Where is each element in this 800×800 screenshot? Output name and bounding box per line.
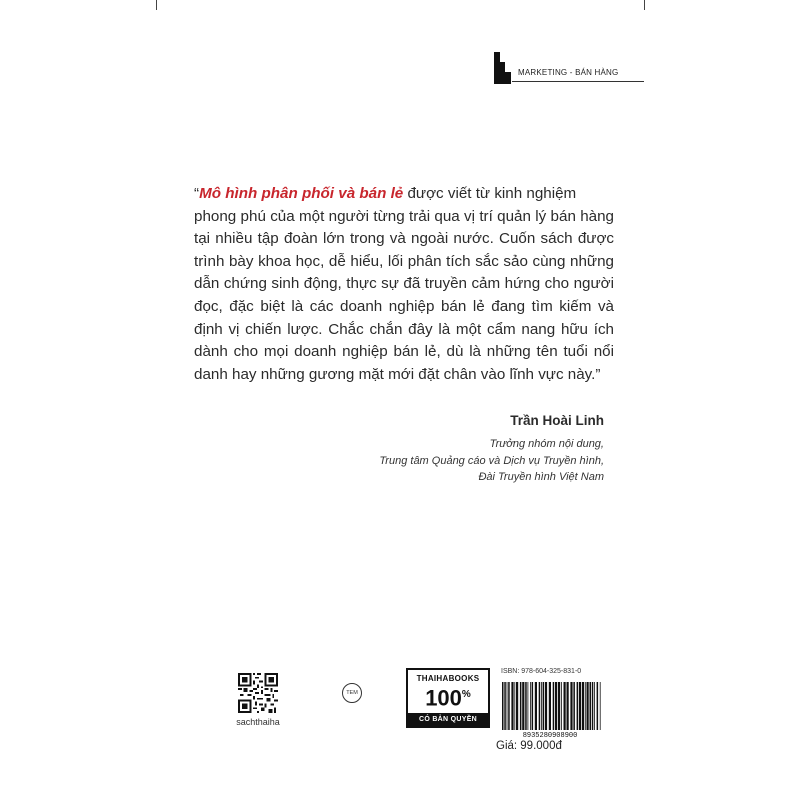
badge-number: 100%	[425, 685, 471, 711]
barcode-bar	[561, 682, 562, 730]
author-roles	[330, 436, 604, 486]
barcode-bar	[600, 682, 601, 730]
barcode-bar	[507, 682, 508, 730]
quote-line: tại nhiều tập đoàn lớn trong và ngoài nước. Cuốn sách được	[194, 230, 614, 248]
author-role: Đài Truyền hình Việt Nam	[478, 471, 604, 483]
barcode-bar	[570, 682, 572, 730]
price-label: Giá: 99.000đ	[496, 740, 562, 752]
book-title: Mô hình phân phối và bán lẻ	[199, 185, 404, 202]
publisher-category: MARKETING - BÁN HÀNG	[518, 68, 619, 77]
barcode-bar	[520, 682, 522, 730]
barcode-bar	[535, 682, 537, 730]
publisher-header	[494, 48, 644, 88]
barcode-digits: 8935280908900	[522, 732, 578, 738]
copyright-badge	[406, 668, 490, 728]
crop-mark-left	[156, 0, 157, 10]
qr-code-icon[interactable]	[238, 673, 278, 713]
badge-brand: THAIHABOOKS	[416, 674, 480, 683]
barcode-bar	[553, 682, 555, 730]
header-divider	[512, 81, 644, 82]
barcode-bar	[590, 682, 592, 730]
barcode	[494, 680, 606, 738]
quote-line: phong phú của một người từng trải qua vị trí quản lý bán hàng	[194, 207, 614, 225]
barcode-bar	[543, 682, 545, 730]
barcode-bar	[532, 682, 534, 730]
barcode-bar	[516, 682, 518, 730]
barcode-bar	[567, 682, 569, 730]
stamp-seal: TEM	[342, 683, 362, 703]
quote-line-last: danh hay những gương mặt mới đặt chân vào lĩnh vực này.”	[194, 365, 601, 383]
barcode-bar	[525, 682, 527, 730]
barcode-bar	[522, 682, 524, 730]
quote-line: trình bày khoa học, dễ hiểu, lối phân tích sắc sảo cùng những	[194, 252, 614, 270]
barcode-bar	[597, 682, 599, 730]
barcode-bar	[539, 682, 541, 730]
barcode-bar	[585, 682, 586, 730]
barcode-bar	[508, 682, 510, 730]
barcode-bar	[549, 682, 551, 730]
barcode-bar	[502, 682, 504, 730]
barcode-bar	[555, 682, 557, 730]
review-quote	[194, 183, 614, 386]
barcode-bar	[528, 682, 529, 730]
barcode-bar	[577, 682, 579, 730]
publisher-logo-icon	[494, 52, 514, 84]
quote-line-1: “Mô hình phân phối và bán lẻ được viết từ kinh nghiệm	[194, 185, 577, 202]
barcode-bar	[582, 682, 584, 730]
barcode-bar	[545, 682, 547, 730]
barcode-bar	[504, 682, 506, 730]
quote-line: định vị chiến lược. Chắc chắn đây là một cẩm nang hữu ích	[194, 320, 614, 338]
barcode-bar	[594, 682, 595, 730]
quote-line: dành cho mọi doanh nghiệp bán lẻ, dù là những tên tuổi nổi	[194, 343, 614, 361]
author-name: Trần Hoài Linh	[510, 413, 604, 428]
barcode-bar	[530, 682, 531, 730]
qr-label: sachthaiha	[236, 717, 280, 727]
barcode-bar	[579, 682, 581, 730]
quote-line: dẫn chứng sinh động, thực sự đã truyền cảm hứng cho người	[194, 275, 614, 293]
barcode-bar	[592, 682, 594, 730]
badge-footer: CÓ BẢN QUYỀN	[408, 713, 488, 726]
barcode-bar	[514, 682, 515, 730]
quote-line: đọc, đặc biệt là các doanh nghiệp bán lẻ đang tìm kiếm và	[194, 297, 614, 315]
open-quote-mark: “	[194, 185, 200, 202]
author-role: Trưởng nhóm nội dung,	[489, 438, 604, 450]
barcode-bar	[573, 682, 575, 730]
crop-mark-right	[644, 0, 645, 10]
author-role: Trung tâm Quảng cáo và Dịch vụ Truyền hình,	[379, 454, 604, 467]
isbn-text: ISBN: 978-604-325-831-0	[501, 668, 582, 675]
barcode-bar	[564, 682, 566, 730]
barcode-bar	[587, 682, 589, 730]
barcode-bar	[541, 682, 542, 730]
barcode-bar	[558, 682, 560, 730]
barcode-bar	[511, 682, 513, 730]
